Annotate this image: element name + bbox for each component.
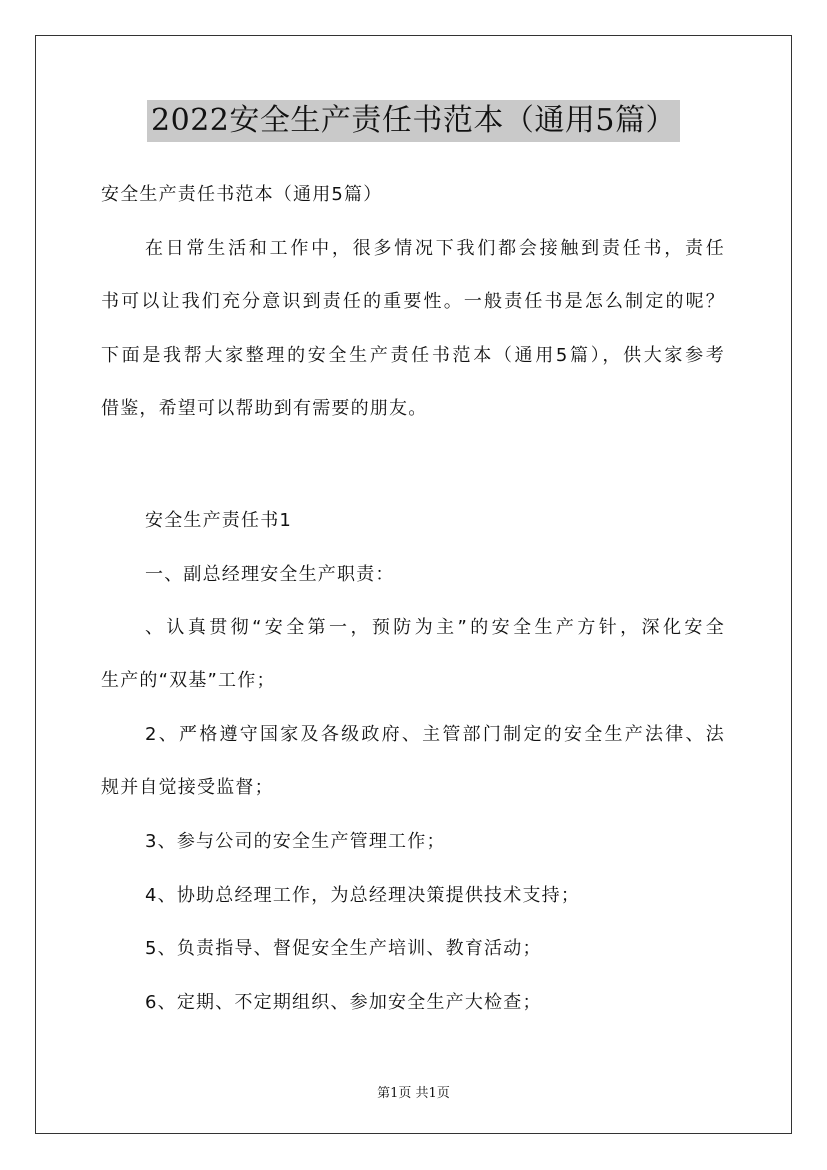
body-line-3: 生产的“双基”工作； xyxy=(101,670,276,691)
document-title: 2022安全生产责任书范本（通用5篇） xyxy=(147,100,680,142)
body-line-4: 2、严格遵守国家及各级政府、主管部门制定的安全生产法律、法 xyxy=(145,724,725,745)
body-line-9: 6、定期、不定期组织、参加安全生产大检查； xyxy=(145,992,542,1013)
body-line-2: 、认真贯彻“安全第一，预防为主”的安全生产方针，深化安全 xyxy=(145,617,725,638)
body-line-1: 一、副总经理安全生产职责： xyxy=(145,564,395,585)
body-line-8: 5、负责指导、督促安全生产培训、教育活动； xyxy=(145,938,542,959)
body-line-7: 4、协助总经理工作，为总经理决策提供技术支持； xyxy=(145,885,581,906)
document-subtitle: 安全生产责任书范本（通用5篇） xyxy=(101,184,383,205)
document-title-container xyxy=(0,100,827,142)
intro-line-1: 在日常生活和工作中，很多情况下我们都会接触到责任书，责任 xyxy=(145,238,725,259)
intro-line-2: 书可以让我们充分意识到责任的重要性。一般责任书是怎么制定的呢？ xyxy=(101,291,725,312)
intro-line-3: 下面是我帮大家整理的安全生产责任书范本（通用5篇），供大家参考 xyxy=(101,345,725,366)
page-footer: 第1页 共1页 xyxy=(377,1086,450,1101)
body-line-6: 3、参与公司的安全生产管理工作； xyxy=(145,831,446,852)
intro-line-4: 借鉴，希望可以帮助到有需要的朋友。 xyxy=(101,398,428,419)
body-line-5: 规并自觉接受监督； xyxy=(101,777,274,798)
section-heading: 安全生产责任书1 xyxy=(145,510,293,531)
